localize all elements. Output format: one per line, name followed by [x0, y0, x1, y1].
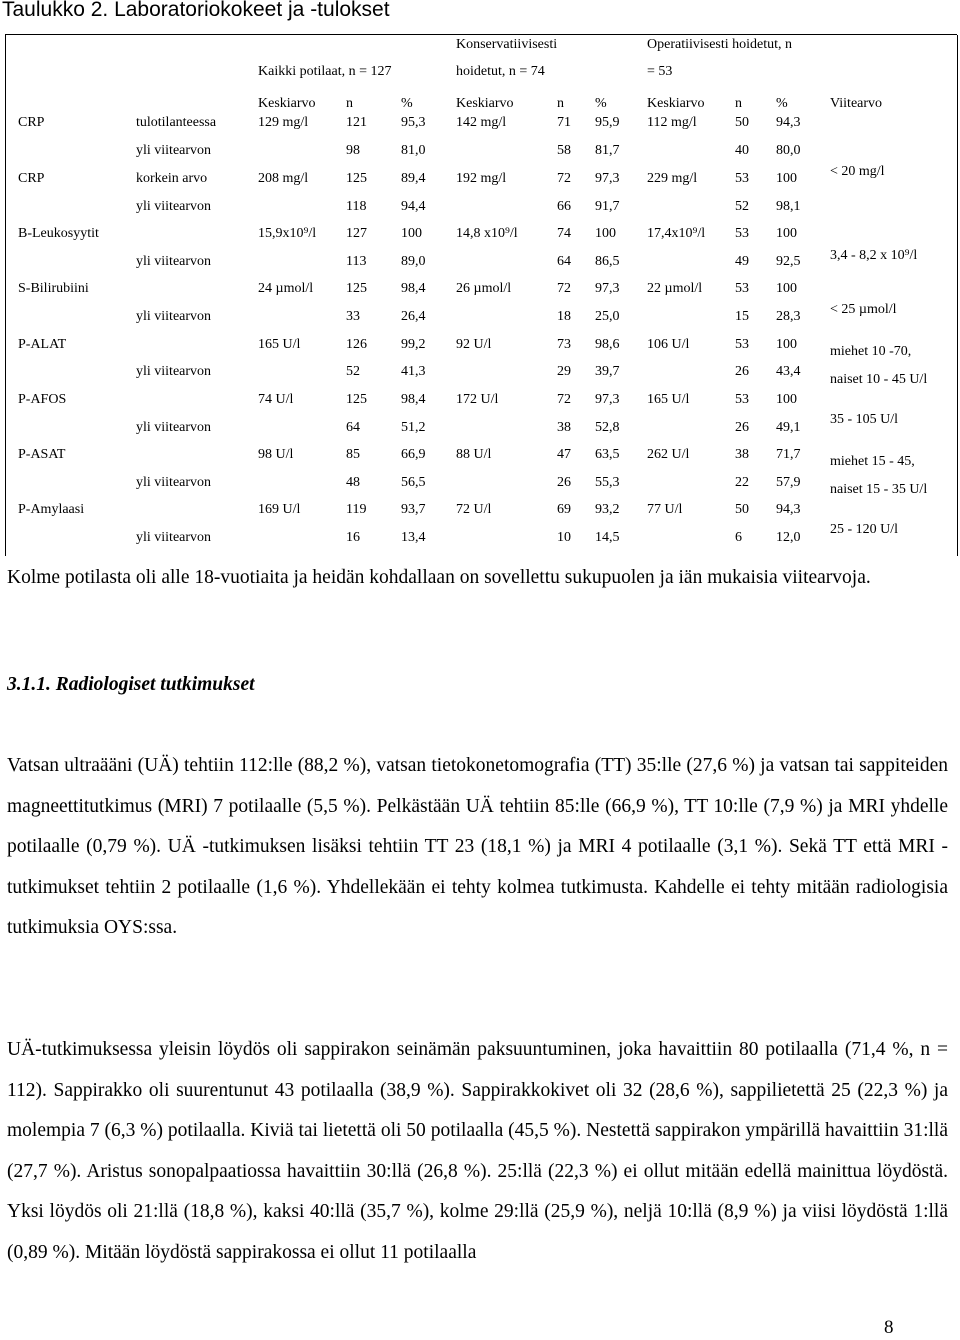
- reference-value: miehet 15 - 45,: [830, 454, 915, 469]
- table-cell: 49,1: [776, 420, 801, 435]
- table-cell: 10: [557, 530, 571, 545]
- table-cell: 52: [346, 364, 360, 379]
- table-cell: 38: [557, 420, 571, 435]
- table-cell: 97,3: [595, 281, 620, 296]
- table-cell: 97,3: [595, 392, 620, 407]
- table-cell: 66: [557, 199, 571, 214]
- table-cell: 57,9: [776, 475, 801, 490]
- table-cell: 100: [776, 226, 797, 241]
- section-heading: 3.1.1. Radiologiset tutkimukset: [7, 674, 255, 695]
- table-cell: 129 mg/l: [258, 115, 309, 130]
- table-cell: 72: [557, 392, 571, 407]
- table-cell: 69: [557, 502, 571, 517]
- table-left-rule: [5, 35, 6, 556]
- table-cell: yli viitearvon: [136, 143, 212, 158]
- table-cell: 81,7: [595, 143, 620, 158]
- table-cell: 95,9: [595, 115, 620, 130]
- table-cell: 74: [557, 226, 571, 241]
- reference-value: 3,4 - 8,2 x 10⁹/l: [830, 248, 918, 263]
- table-cell: 73: [557, 337, 571, 352]
- table-caption: Taulukko 2. Laboratoriokokeet ja -tulokset: [2, 0, 390, 21]
- table-cell: 55,3: [595, 475, 620, 490]
- table-cell: 77 U/l: [647, 502, 683, 517]
- table-cell: 40: [735, 143, 749, 158]
- table-cell: 26: [735, 420, 749, 435]
- table-cell: 74 U/l: [258, 392, 294, 407]
- table-cell: 100: [776, 281, 797, 296]
- table-cell: 192 mg/l: [456, 171, 507, 186]
- table-cell: 53: [735, 337, 749, 352]
- table-cell: 92 U/l: [456, 337, 492, 352]
- table-cell: 126: [346, 337, 367, 352]
- column-header: Keskiarvo: [647, 96, 705, 111]
- group-header-operative-line1: Operatiivisesti hoidetut, n: [647, 37, 793, 52]
- table-cell: 88 U/l: [456, 447, 492, 462]
- table-cell: 52,8: [595, 420, 620, 435]
- table-cell: 6: [735, 530, 742, 545]
- table-cell: 98,1: [776, 199, 801, 214]
- table-cell: 142 mg/l: [456, 115, 507, 130]
- group-header-operative-line2: = 53: [647, 64, 673, 79]
- reference-value: 25 - 120 U/l: [830, 522, 899, 537]
- column-header: %: [401, 96, 413, 111]
- group-header-conservative-line1: Konservatiivisesti: [456, 37, 558, 52]
- table-cell: 22: [735, 475, 749, 490]
- table-cell: 48: [346, 475, 360, 490]
- paragraph-radiology: Vatsan ultraääni (UÄ) tehtiin 112:lle (88,2 %), vatsan tietokonetomografia (TT) 35:lle (27,6 %) ja vatsan tai sappiteiden magneettitutkimus (MRI) 7 potilaalle (5,5 %). Pelkästään UÄ tehtiin 85:lle (66,9 %), TT 10:lle (7,9 %) ja MRI yhdelle potilaalle (0,79 %). UÄ -tutkimuksen lisäksi tehtiin TT 23 (18,1 %) ja MRI 4 potilaalle (3,1 %). Sekä TT että MRI -tutkimukset tehtiin 2 potilaalle (1,6 %). Yhdellekään ei tehty kolmea tutkimusta. Kahdelle ei tehty mitään radiologisia tutkimuksia OYS:ssa.: [7, 755, 948, 938]
- table-cell: 208 mg/l: [258, 171, 309, 186]
- table-cell: 63,5: [595, 447, 620, 462]
- table-cell: 85: [346, 447, 360, 462]
- table-cell: 58: [557, 143, 571, 158]
- paragraph-ultrasound-findings: UÄ-tutkimuksessa yleisin löydös oli sappirakon seinämän paksuuntuminen, joka havaittiin 80 potilaalla (71,4 %, n = 112). Sappirakko oli suurentunut 43 potilaalla (38,9 %). Sappirakkokivet oli 32 (28,6 %), sappilietettä 25 (22,3 %) ja molempia 7 (6,3 %) potilaalla. Kiviä tai lietettä oli 50 potilaalla (45,5 %). Nestettä sappirakon ympärillä havaittiin 31:llä (27,7 %). Aristus sonopalpaatiossa havaittiin 30:llä (26,8 %). 25:llä (22,3 %) ei ollut mitään edellä mainittua löydöstä. Yksi löydös oli 21:llä (18,8 %), kaksi 40:llä (35,7 %), kolme 29:llä (25,9 %), neljä 10:llä (8,9 %) ja viisi löydöstä 1:llä (0,89 %). Mitään löydöstä sappirakossa ei ollut 11 potilaalla: [7, 1039, 948, 1263]
- reference-value: < 25 µmol/l: [830, 302, 897, 317]
- table-cell: 89,0: [401, 254, 426, 269]
- table-cell: 29: [557, 364, 571, 379]
- table-cell: 13,4: [401, 530, 426, 545]
- table-cell: 53: [735, 171, 749, 186]
- table-cell: yli viitearvon: [136, 420, 212, 435]
- table-cell: 98 U/l: [258, 447, 294, 462]
- group-header-all: Kaikki potilaat, n = 127: [258, 64, 392, 79]
- column-header: n: [735, 96, 742, 111]
- table-cell: 26 µmol/l: [456, 281, 512, 296]
- table-cell: yli viitearvon: [136, 475, 212, 490]
- table-cell: 52: [735, 199, 749, 214]
- column-header: Keskiarvo: [258, 96, 316, 111]
- table-cell: 100: [776, 392, 797, 407]
- table-cell: 169 U/l: [258, 502, 301, 517]
- table-cell: 50: [735, 115, 749, 130]
- table-cell: 16: [346, 530, 360, 545]
- table-top-rule: [5, 34, 957, 35]
- table-cell: 71,7: [776, 447, 801, 462]
- table-cell: 22 µmol/l: [647, 281, 703, 296]
- reference-value: naiset 10 - 45 U/l: [830, 372, 928, 387]
- reference-value: naiset 15 - 35 U/l: [830, 482, 928, 497]
- table-cell: 98: [346, 143, 360, 158]
- table-cell: 72 U/l: [456, 502, 492, 517]
- table-cell: 99,2: [401, 337, 426, 352]
- table-cell: yli viitearvon: [136, 254, 212, 269]
- table-footnote: Kolme potilasta oli alle 18-vuotiaita ja heidän kohdallaan on sovellettu sukupuolen ja iän mukaisia viitearvoja.: [7, 567, 871, 588]
- table-cell: 89,4: [401, 171, 426, 186]
- page-number: 8: [884, 1317, 894, 1338]
- table-cell: yli viitearvon: [136, 364, 212, 379]
- column-header: %: [776, 96, 788, 111]
- lab-results-table: [0, 0, 960, 560]
- table-cell: 66,9: [401, 447, 426, 462]
- table-cell: 98,6: [595, 337, 620, 352]
- table-cell: 24 µmol/l: [258, 281, 314, 296]
- table-cell: 28,3: [776, 309, 801, 324]
- table-cell: 100: [776, 171, 797, 186]
- column-header: n: [346, 96, 353, 111]
- table-cell: 71: [557, 115, 571, 130]
- table-cell: 112 mg/l: [647, 115, 697, 130]
- table-cell: 51,2: [401, 420, 426, 435]
- reference-value: 35 - 105 U/l: [830, 412, 899, 427]
- table-cell: 15: [735, 309, 749, 324]
- table-cell: 26,4: [401, 309, 426, 324]
- table-cell: CRP: [18, 115, 45, 130]
- column-header: n: [557, 96, 564, 111]
- table-cell: 93,2: [595, 502, 620, 517]
- table-cell: P-AFOS: [18, 392, 67, 407]
- table-cell: 53: [735, 226, 749, 241]
- table-cell: 26: [557, 475, 571, 490]
- table-cell: 53: [735, 392, 749, 407]
- column-header: Keskiarvo: [456, 96, 514, 111]
- group-header-conservative-line2: hoidetut, n = 74: [456, 64, 545, 79]
- table-cell: 262 U/l: [647, 447, 690, 462]
- table-cell: korkein arvo: [136, 171, 208, 186]
- table-cell: 80,0: [776, 143, 801, 158]
- table-cell: yli viitearvon: [136, 530, 212, 545]
- table-cell: 47: [557, 447, 571, 462]
- table-cell: 14,8 x10⁹/l: [456, 226, 518, 241]
- table-cell: 165 U/l: [647, 392, 690, 407]
- table-cell: 94,4: [401, 199, 426, 214]
- table-cell: B-Leukosyytit: [18, 226, 99, 241]
- table-cell: 14,5: [595, 530, 620, 545]
- table-cell: 64: [346, 420, 360, 435]
- table-cell: 81,0: [401, 143, 426, 158]
- table-cell: 17,4x10⁹/l: [647, 226, 706, 241]
- table-cell: 56,5: [401, 475, 426, 490]
- table-cell: 121: [346, 115, 367, 130]
- table-cell: P-ALAT: [18, 337, 67, 352]
- table-cell: S-Bilirubiini: [18, 281, 89, 296]
- table-cell: 93,7: [401, 502, 426, 517]
- table-cell: 125: [346, 281, 367, 296]
- table-cell: 172 U/l: [456, 392, 499, 407]
- table-cell: 43,4: [776, 364, 801, 379]
- column-header-reference: Viitearvo: [830, 96, 883, 111]
- table-cell: 100: [595, 226, 616, 241]
- table-cell: 26: [735, 364, 749, 379]
- table-cell: 33: [346, 309, 360, 324]
- table-cell: tulotilanteessa: [136, 115, 217, 130]
- table-cell: 53: [735, 281, 749, 296]
- table-right-rule: [957, 35, 958, 556]
- table-cell: 106 U/l: [647, 337, 690, 352]
- table-cell: 39,7: [595, 364, 620, 379]
- table-cell: P-ASAT: [18, 447, 66, 462]
- table-cell: 229 mg/l: [647, 171, 698, 186]
- table-cell: CRP: [18, 171, 45, 186]
- table-cell: 118: [346, 199, 367, 214]
- table-cell: 86,5: [595, 254, 620, 269]
- table-cell: 12,0: [776, 530, 801, 545]
- reference-value: < 20 mg/l: [830, 164, 885, 179]
- table-cell: 100: [776, 337, 797, 352]
- table-cell: 100: [401, 226, 422, 241]
- table-cell: 49: [735, 254, 749, 269]
- table-cell: 41,3: [401, 364, 426, 379]
- table-cell: 64: [557, 254, 571, 269]
- table-cell: 125: [346, 392, 367, 407]
- table-cell: 18: [557, 309, 571, 324]
- reference-value: miehet 10 -70,: [830, 344, 912, 359]
- table-cell: 95,3: [401, 115, 426, 130]
- table-cell: 165 U/l: [258, 337, 301, 352]
- table-cell: 72: [557, 171, 571, 186]
- table-cell: 94,3: [776, 502, 801, 517]
- table-cell: 127: [346, 226, 367, 241]
- column-header: %: [595, 96, 607, 111]
- table-cell: 91,7: [595, 199, 620, 214]
- table-cell: yli viitearvon: [136, 309, 212, 324]
- table-cell: yli viitearvon: [136, 199, 212, 214]
- table-cell: 38: [735, 447, 749, 462]
- table-cell: 25,0: [595, 309, 620, 324]
- table-cell: P-Amylaasi: [18, 502, 85, 517]
- table-cell: 94,3: [776, 115, 801, 130]
- table-cell: 125: [346, 171, 367, 186]
- table-cell: 97,3: [595, 171, 620, 186]
- table-cell: 50: [735, 502, 749, 517]
- table-cell: 98,4: [401, 281, 426, 296]
- table-cell: 98,4: [401, 392, 426, 407]
- table-cell: 15,9x10⁹/l: [258, 226, 317, 241]
- table-cell: 113: [346, 254, 367, 269]
- table-cell: 92,5: [776, 254, 801, 269]
- table-cell: 119: [346, 502, 367, 517]
- table-cell: 72: [557, 281, 571, 296]
